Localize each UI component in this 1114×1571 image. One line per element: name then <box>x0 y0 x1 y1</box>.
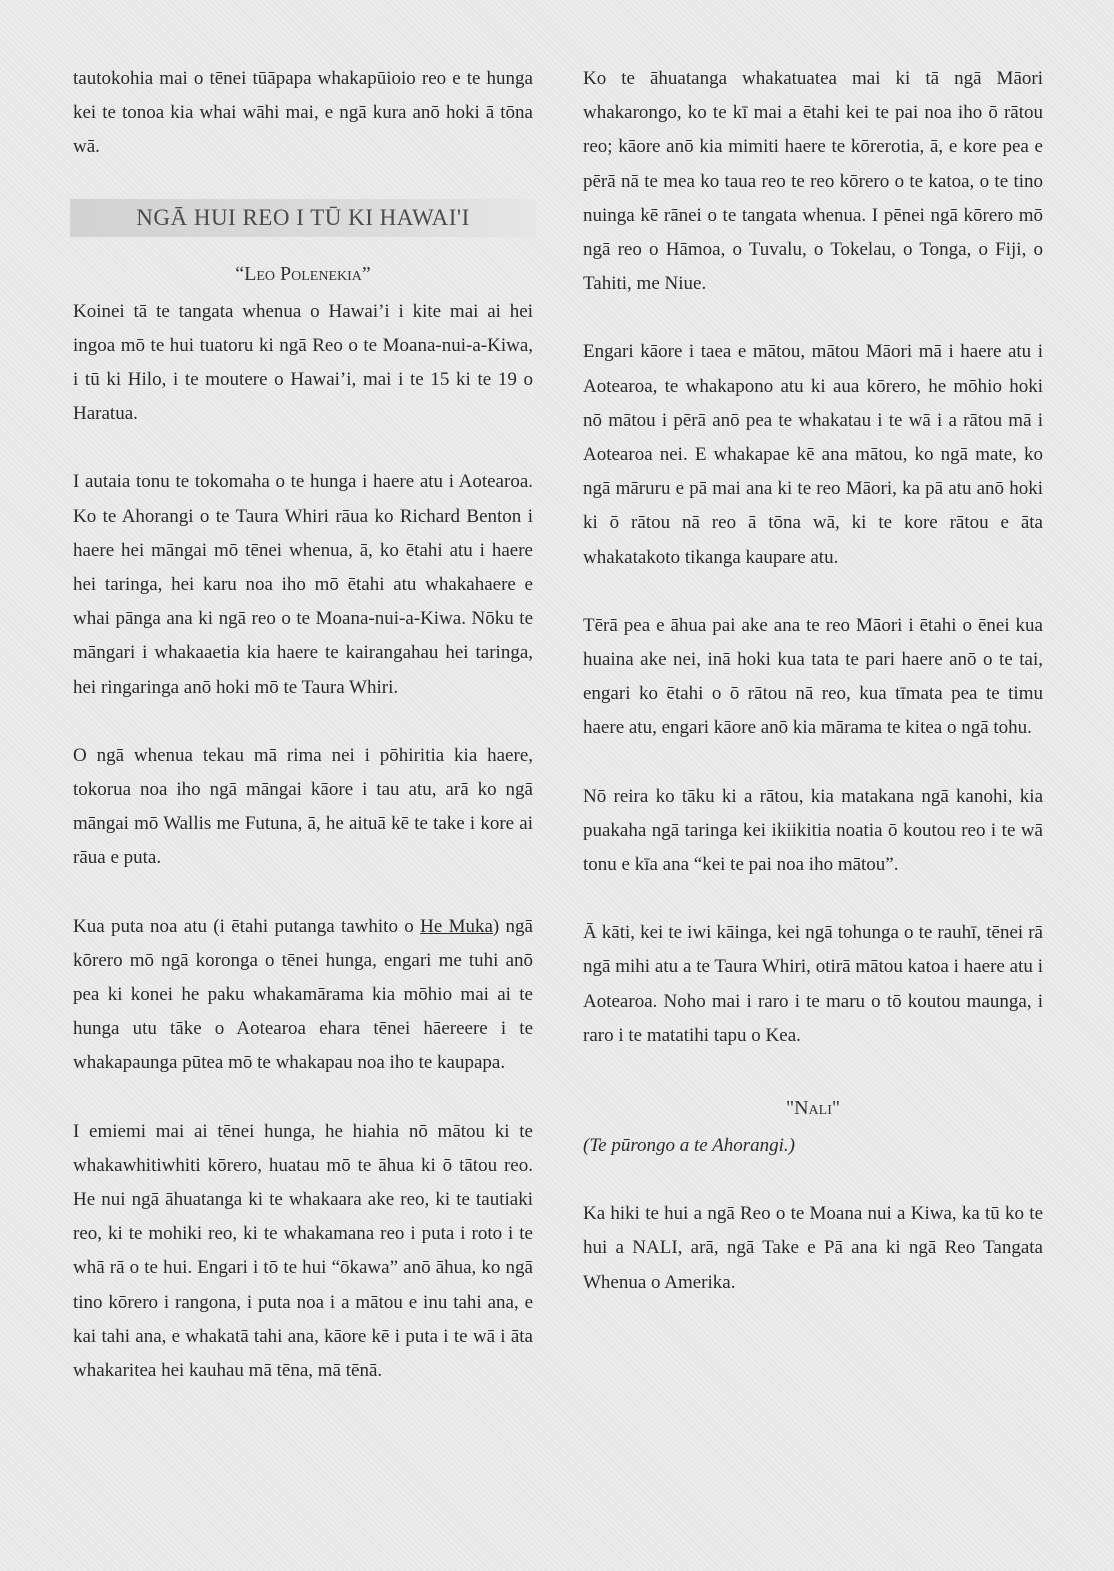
subheading-text: “Leo Polenekia” <box>235 262 371 285</box>
paragraph: Ā kāti, kei te iwi kāinga, kei ngā tohunga o te rauhī, tēnei rā ngā mihi atu a te Taura Whiri, otirā mātou katoa i haere atu i Aotearoa. Noho mai i raro i te maru o tō koutou maunga, i raro i te matatihi tapu o Kea. <box>583 922 1043 1046</box>
paragraph <box>73 910 533 1081</box>
paragraph: Ka hiki te hui a ngā Reo o te Moana nui a Kiwa, ka tū ko te hui a NALI, arā, ngā Take e Pā ana ki ngā Reo Tangata Whenua o Amerika. <box>583 1203 1043 1293</box>
section-heading: NGĀ HUI REO I TŪ KI HAWAI'I <box>70 199 536 237</box>
paragraph: O ngā whenua tekau mā rima nei i pōhiritia kia haere, tokorua noa iho ngā māngai kāore i tau atu, arā ko ngā māngai mō Wallis me Futuna, ā, he aituā kē te take i kore ai rāua e puta. <box>73 744 533 869</box>
italic-note: (Te pūrongo a te Ahorangi.) <box>583 1135 795 1157</box>
paragraph-text: Kua puta noa atu (i ētahi putanga tawhito o <box>73 915 421 937</box>
paragraph: Ko te āhuatanga whakatuatea mai ki tā ngā Māori whakarongo, ko te kī mai a ētahi kei te pai noa iho ō rātou reo; kāore anō kia mimiti haere te kōrerotia, ā, e kore pea e pērā nā te mea ko taua reo te reo kōrero o te katoa, o te tino nuinga kē rānei o te tangata whenua. I pēnei ngā kōrero mō ngā reo o Hāmoa, o Tuvalu, o Tokelau, o Tonga, o Fiji, o Tahiti, me Niue. <box>583 68 1043 295</box>
paragraph-text: ) ngā kōrero mō ngā koronga o tēnei hunga, engari me tuhi anō pea ki konei he paku whakamārama kia mōhio mai ai te hunga utu tāke o Aotearoa ehara tēnei hāereere i te whakapaunga pūtea mō te whakapau noa iho te kaupapa. <box>73 915 533 1074</box>
subheading <box>73 253 533 295</box>
paragraph: Tērā pea e āhua pai ake ana te reo Māori i ētahi o ēnei kua huaina ake nei, inā hoki kua tata te pari haere anō o te tai, engari ko ētahi o ō rātou nā reo, kua tīmata pea te timu haere atu, engari kāore anō kia mārama te kitea o ngā tohu. <box>583 614 1043 739</box>
subheading <box>583 1087 1043 1129</box>
right-column <box>583 62 1043 1300</box>
paragraph: Koinei tā te tangata whenua o Hawai’i i kite mai ai hei ingoa mō te hui tuatoru ki ngā Reo o te Moana-nui-a-Kiwa, i tū ki Hilo, i te moutere o Hawai’i, mai i te 15 ki te 19 o Haratua. <box>73 300 533 425</box>
paragraph: I autaia tonu te tokomaha o te hunga i haere atu i Aotearoa. Ko te Ahorangi o te Taura Whiri rāua ko Richard Benton i haere hei māngai mō tēnei whenua, ā, ko ētahi atu i haere hei taringa, hei karu noa iho mō ētahi atu whakahaere e whai pānga ana ki ngā reo o te Moana-nui-a-Kiwa. Nōku te māngari i whakaaetia kia haere te kairangahau hei taringa, hei ringaringa anō hoki mō te Taura Whiri. <box>73 471 533 698</box>
left-column <box>73 62 533 1388</box>
subheading-text: "Nali" <box>785 1097 841 1120</box>
paragraph: Engari kāore i taea e mātou, mātou Māori mā i haere atu i Aotearoa, te whakapono atu ki aua kōrero, he mōhio hoki nō mātou i pērā anō pea te whakatau i te wā i a rātou mā i Aotearoa nei. E whakapae kē ana mātou, ko ngā mate, ko ngā māruru e pā mai ana ki te reo Māori, ka pā atu anō hoki ki ō rātou nā reo ā tōna wā, ki te kore rātou e āta whakatakoto tikanga kaupare atu. <box>583 341 1043 568</box>
paragraph: tautokohia mai o tēnei tūāpapa whakapūioio reo e te hunga kei te tonoa kia whai wāhi mai, e ngā kura anō hoki ā tōna wā. <box>73 68 533 158</box>
publication-link[interactable]: He Muka <box>420 915 493 937</box>
paragraph: Nō reira ko tāku ki a rātou, kia matakana ngā kanohi, kia puakaha ngā taringa kei ikiikitia noatia ō koutou reo i te wā tonu e kīa ana “kei te pai noa iho mātou”. <box>583 785 1043 876</box>
paragraph: I emiemi mai ai tēnei hunga, he hiahia nō mātou ki te whakawhitiwhiti kōrero, huatau mō te āhua ki ō tātou reo. He nui ngā āhuatanga ki te whakaara ake reo, ki te tautiaki reo, ki te mohiki reo, ki te whakamana reo i puta i roto i te whā rā o te hui. Engari i tō te hui “ōkawa” anō āhua, ko ngā tino kōrero i rangona, i puta noa i a mātou e inu tahi ana, e kai tahi ana, e whakatā tahi ana, kāore kē i puta i te wā i āta whakaritea hei kauhau mā tēna, mā tēnā. <box>73 1120 533 1382</box>
